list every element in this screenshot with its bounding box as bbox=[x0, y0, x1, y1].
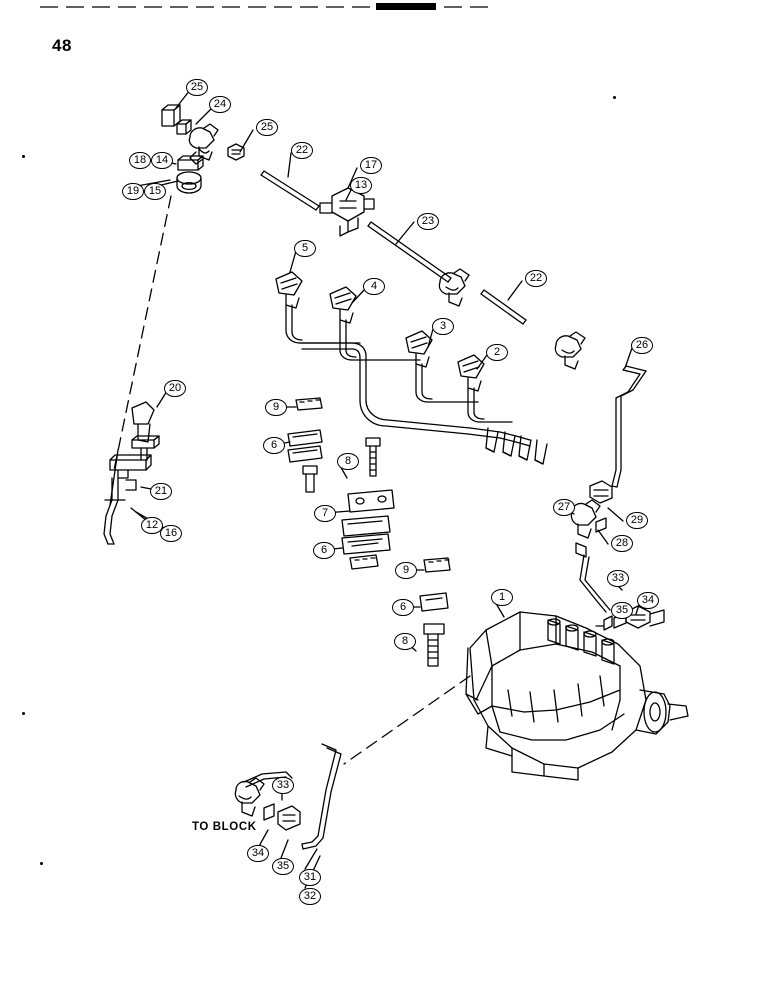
callout-26: 26 bbox=[631, 337, 653, 354]
callout-35b: 35 bbox=[272, 858, 294, 875]
callout-1: 1 bbox=[491, 589, 513, 606]
callout-15: 15 bbox=[144, 183, 166, 200]
callout-14: 14 bbox=[151, 152, 173, 169]
callout-19: 19 bbox=[122, 183, 144, 200]
callout-29: 29 bbox=[626, 512, 648, 529]
callout-2: 2 bbox=[486, 344, 508, 361]
callout-34b: 34 bbox=[247, 845, 269, 862]
callout-3: 3 bbox=[432, 318, 454, 335]
callout-17: 17 bbox=[360, 157, 382, 174]
callout-32: 32 bbox=[299, 888, 321, 905]
callout-8b: 8 bbox=[394, 633, 416, 650]
callout-18: 18 bbox=[129, 152, 151, 169]
callout-22: 22 bbox=[291, 142, 313, 159]
callout-8: 8 bbox=[337, 453, 359, 470]
callout-33: 33 bbox=[607, 570, 629, 587]
callout-7: 7 bbox=[314, 505, 336, 522]
callout-25: 25 bbox=[186, 79, 208, 96]
callout-33b: 33 bbox=[272, 777, 294, 794]
callout-22b: 22 bbox=[525, 270, 547, 287]
callout-25b: 25 bbox=[256, 119, 278, 136]
callout-27: 27 bbox=[553, 499, 575, 516]
callout-28: 28 bbox=[611, 535, 633, 552]
callout-6b: 6 bbox=[313, 542, 335, 559]
callout-4: 4 bbox=[363, 278, 385, 295]
to-block-label: TO BLOCK bbox=[192, 821, 257, 833]
callout-35: 35 bbox=[611, 602, 633, 619]
callout-6: 6 bbox=[263, 437, 285, 454]
callout-24: 24 bbox=[209, 96, 231, 113]
callout-6c: 6 bbox=[392, 599, 414, 616]
callout-16: 16 bbox=[160, 525, 182, 542]
callout-21: 21 bbox=[150, 483, 172, 500]
callout-34: 34 bbox=[637, 592, 659, 609]
callout-23: 23 bbox=[417, 213, 439, 230]
callout-9: 9 bbox=[265, 399, 287, 416]
page-number: 48 bbox=[52, 36, 72, 55]
callout-12: 12 bbox=[141, 517, 163, 534]
callout-20: 20 bbox=[164, 380, 186, 397]
callout-9b: 9 bbox=[395, 562, 417, 579]
callout-13: 13 bbox=[350, 177, 372, 194]
callout-31: 31 bbox=[299, 869, 321, 886]
callout-5: 5 bbox=[294, 240, 316, 257]
